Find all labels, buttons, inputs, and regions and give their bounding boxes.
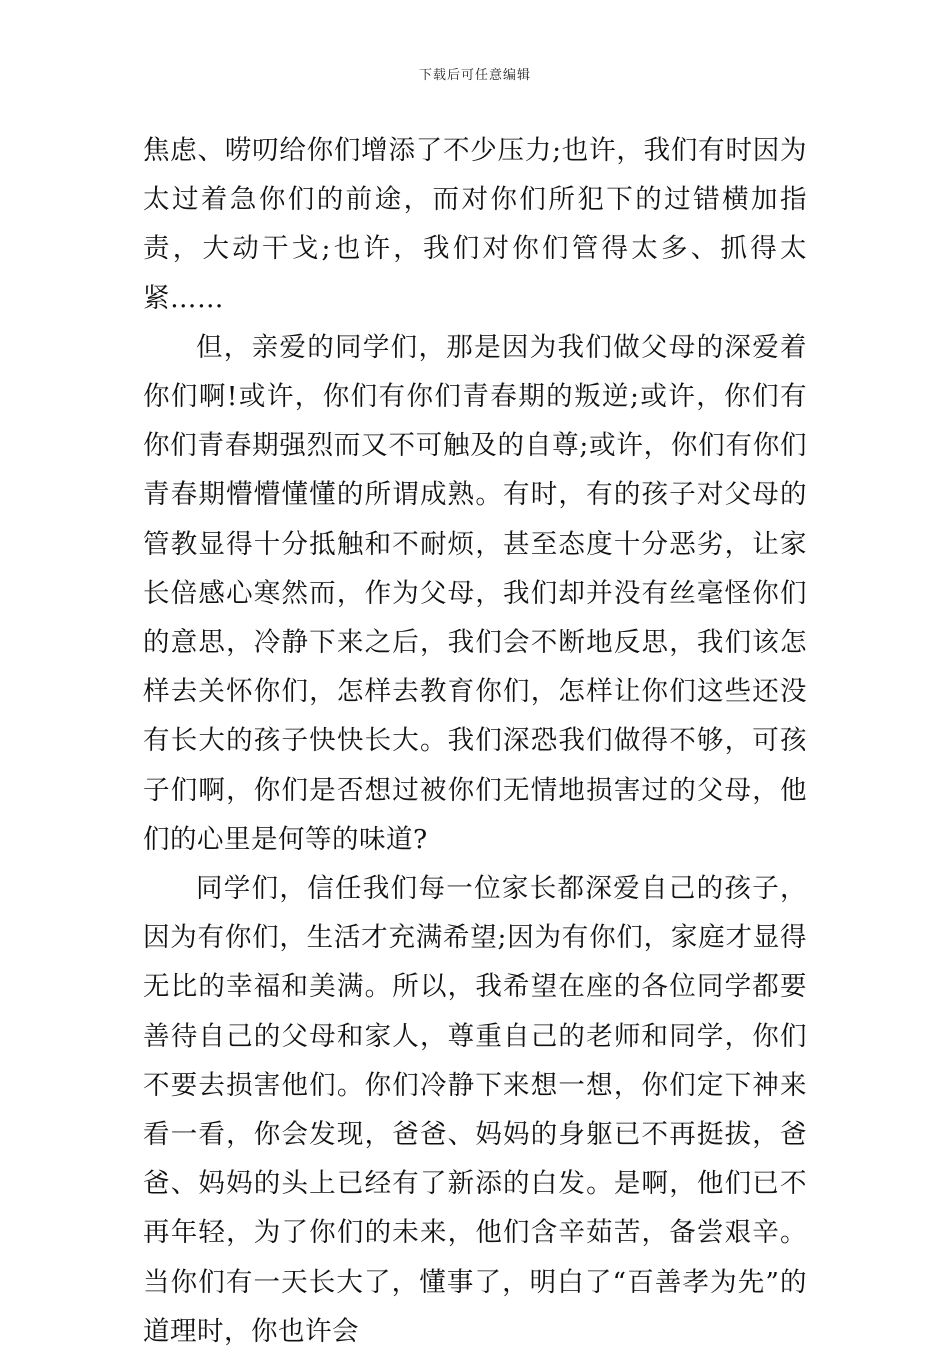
page-header-note: 下载后可任意编辑: [418, 68, 531, 83]
paragraph-3: 同学们，信任我们每一位家长都深爱自己的孩子，因为有你们，生活才充满希望;因为有你们，家庭才显得无比的幸福和美满。所以，我希望在座的各位同学都要善待自己的父母和家人，尊重自己的老师和同学，你们不要去损害他们。你们冷静下来想一想，你们定下神来看一看，你会发现，爸爸、妈妈的身躯已不再挺拔，爸爸、妈妈的头上已经有了新添的白发。是啊，他们已不再年轻，为了你们的未来，他们含辛茹苦，备尝艰辛。当你们有一天长大了，懂事了，明白了“百善孝为先”的道理时，你也许会: [143, 873, 807, 1347]
document-body: [143, 126, 807, 1356]
paragraph-1: 焦虑、唠叨给你们增添了不少压力;也许，我们有时因为太过着急你们的前途，而对你们所犯下的过错横加指责，大动干戈;也许，我们对你们管得太多、抓得太紧……: [143, 135, 807, 314]
paragraph-2: 但，亲爱的同学们，那是因为我们做父母的深爱着你们啊!或许，你们有你们青春期的叛逆;或许，你们有你们青春期强烈而又不可触及的自尊;或许，你们有你们青春期懵懵懂懂的所谓成熟。有时，有的孩子对父母的管教显得十分抵触和不耐烦，甚至态度十分恶劣，让家长倍感心寒然而，作为父母，我们却并没有丝毫怪你们的意思，冷静下来之后，我们会不断地反思，我们该怎样去关怀你们，怎样去教育你们，怎样让你们这些还没有长大的孩子快快长大。我们深恐我们做得不够，可孩子们啊，你们是否想过被你们无情地损害过的父母，他们的心里是何等的味道?: [143, 331, 807, 855]
